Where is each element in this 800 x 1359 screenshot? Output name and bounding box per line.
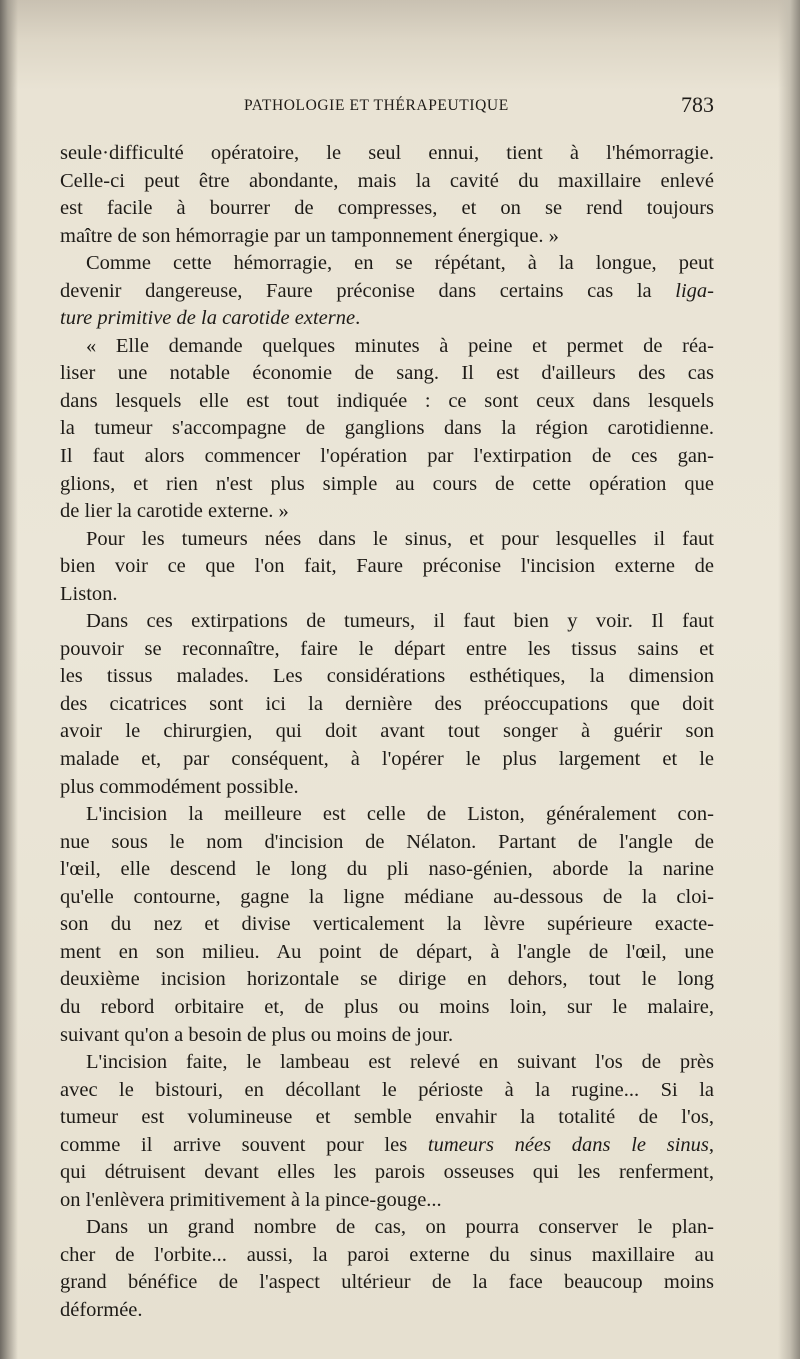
text-line: « Elle demande quelques minutes à peine et permet de réa- (86, 334, 714, 357)
text-line: deuxième incision horizontale se dirige en dehors, tout le long (60, 968, 714, 991)
text-line: glions, et rien n'est plus simple au cours de cette opération que (60, 472, 714, 495)
text-line: les tissus malades. Les considérations esthétiques, la dimension (60, 665, 714, 688)
text-line: l'œil, elle descend le long du pli naso-génien, aborde la narine (60, 858, 714, 881)
text-line: qu'elle contourne, gagne la ligne médiane au-dessous de la cloi- (60, 885, 714, 908)
text-line: Il faut alors commencer l'opération par l'extirpation de ces gan- (60, 445, 714, 468)
text-line: maître de son hémorragie par un tamponnement énergique. » (60, 224, 559, 247)
text-line: la tumeur s'accompagne de ganglions dans la région carotidienne. (60, 417, 714, 440)
text-line: liser une notable économie de sang. Il est d'ailleurs des cas (60, 362, 714, 385)
text-line: Comme cette hémorragie, en se répétant, à la longue, peut (86, 252, 714, 275)
text-line: suivant qu'on a besoin de plus ou moins de jour. (60, 1023, 454, 1046)
text-line: son du nez et divise verticalement la lèvre supérieure exacte- (60, 913, 714, 936)
page-header (60, 92, 714, 122)
text-line: bien voir ce que l'on fait, Faure préconise l'incision externe de (60, 555, 714, 578)
page-binding-shadow (0, 0, 18, 1359)
text-line: avec le bistouri, en décollant le périoste à la rugine... Si la (60, 1078, 714, 1101)
text-line: L'incision faite, le lambeau est relevé en suivant l'os de près (86, 1051, 714, 1074)
text-line: devenir dangereuse, Faure préconise dans certains cas la liga- (60, 279, 714, 302)
text-line: Celle-ci peut être abondante, mais la cavité du maxillaire enlevé (60, 169, 714, 192)
text-line: cher de l'orbite... aussi, la paroi externe du sinus maxillaire au (60, 1243, 714, 1266)
text-line: L'incision la meilleure est celle de Liston, généralement con- (86, 803, 714, 826)
text-line: plus commodément possible. (60, 775, 299, 798)
text-line: comme il arrive souvent pour les tumeurs nées dans le sinus, (60, 1133, 714, 1156)
text-line: avoir le chirurgien, qui doit avant tout songer à guérir son (60, 720, 714, 743)
text-line: tumeur est volumineuse et semble envahir la totalité de l'os, (60, 1106, 714, 1129)
text-line: Pour les tumeurs nées dans le sinus, et pour lesquelles il faut (86, 527, 714, 550)
text-line: on l'enlèvera primitivement à la pince-gouge... (60, 1188, 442, 1211)
text-line: des cicatrices sont ici la dernière des préoccupations que doit (60, 692, 714, 715)
text-line: de lier la carotide externe. » (60, 500, 289, 523)
text-line: Liston. (60, 582, 118, 605)
text-line: déformée. (60, 1298, 143, 1321)
text-line: ture primitive de la carotide externe. (60, 307, 361, 330)
text-line: malade et, par conséquent, à l'opérer le plus largement et le (60, 748, 714, 771)
text-line: pouvoir se reconnaître, faire le départ entre les tissus sains et (60, 637, 714, 660)
text-line: Dans ces extirpations de tumeurs, il faut bien y voir. Il faut (86, 610, 714, 633)
text-line: est facile à bourrer de compresses, et on se rend toujours (60, 197, 714, 220)
text-line: du rebord orbitaire et, de plus ou moins loin, sur le malaire, (60, 995, 714, 1018)
page-number: 783 (681, 92, 714, 117)
text-line: seule·difficulté opératoire, le seul ennui, tient à l'hémorragie. (60, 142, 714, 164)
page-edge-shadow (778, 0, 800, 1359)
text-line: Dans un grand nombre de cas, on pourra conserver le plan- (86, 1216, 714, 1239)
text-line: ment en son milieu. Au point de départ, à l'angle de l'œil, une (60, 940, 714, 963)
running-title: PATHOLOGIE ET THÉRAPEUTIQUE (244, 97, 509, 114)
page-body-text (60, 140, 714, 1325)
text-line: grand bénéfice de l'aspect ultérieur de la face beaucoup moins (60, 1271, 714, 1294)
text-line: dans lesquels elle est tout indiquée : ce sont ceux dans lesquels (60, 389, 714, 412)
text-line: nue sous le nom d'incision de Nélaton. Partant de l'angle de (60, 830, 714, 853)
text-line: qui détruisent devant elles les parois osseuses qui les renferment, (60, 1161, 714, 1184)
